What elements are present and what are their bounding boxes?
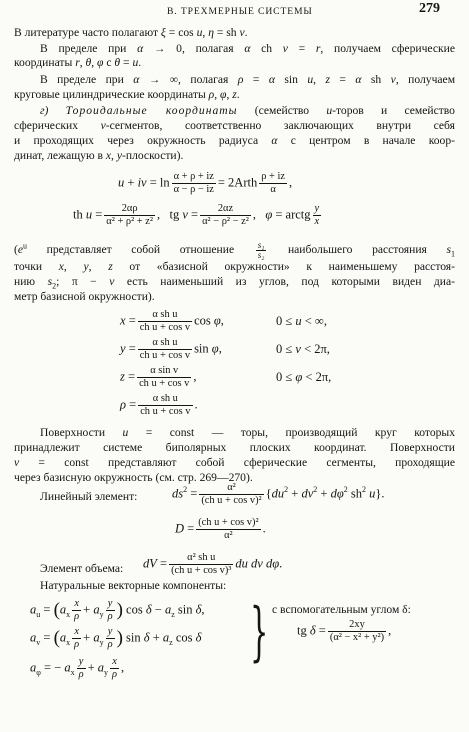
equation-rho: ρ = $\frac{\text{α sh u}}{\text{ch u + cos v}}$ . <box>120 393 198 417</box>
fraction: $\frac{\text{α sh u}}{\text{ch u + cos v}}$ <box>139 309 191 333</box>
equation-volume-element: dV = $\frac{\text{α² sh u}}{\text{(ch u + cos v)³}}$ du dv dφ. <box>143 552 283 576</box>
paragraph-line: В пределе при α → ∞, полагая ρ = α sin u, z = α sh v, получаем <box>40 73 456 86</box>
fraction: $\frac{\text{α²}}{\text{(ch u + cos v)²}}$ <box>201 482 262 506</box>
paragraph-line: метр базисной окружности). <box>14 290 155 303</box>
equation-toroidal-complex: u + iv = ln $\frac{\alpha + \rho + iz}{\alpha - \rho - iz}$ = 2Arth $\frac{\rho + iz}{\alpha}$ , <box>118 171 293 195</box>
equation-th-tg: th u = $\frac{2\alpha\rho}{\text{α² + ρ² + z²}}$ , tg v = $\frac{2\alpha z}{\text{α² − ρ² − z²}}$ , φ = arctg $\frac{y}{x}$ <box>73 203 320 227</box>
paragraph-line: принадлежит системе биполярных плоских координат. Поверхности <box>14 441 455 454</box>
equation-y-range: 0 ≤ v < 2π, <box>276 342 330 356</box>
fraction: $\frac{y}{\rho}$ <box>78 656 84 680</box>
paragraph-line: и проходящих через окружность радиуса α с центром в начале коор- <box>14 134 455 147</box>
fraction: $\frac{2xy}{\text{(α² − x² + y²)}}$ <box>329 619 385 643</box>
paragraph-line: координаты r, θ, φ с θ = u. <box>14 56 142 69</box>
equation-a-v: $a_v = (a_x$ $\frac{x}{\rho}$ + $a_y$ $\frac{y}{\rho}$ ) $\sin \delta + a_z$ cos δ <box>30 626 202 650</box>
equation-D: D = $\frac{\text{(ch u + cos v)²}}{\text{α²}}$ . <box>175 517 266 541</box>
paragraph-line: Поверхности u = const — торы, производящий круг которых <box>40 426 455 439</box>
paragraph-line: В литературе часто полагают ξ = cos u, η = sh v. <box>14 26 248 39</box>
fraction: $\frac{\text{α sin v}}{\text{ch u + cos v}}$ <box>139 365 190 389</box>
equation-a-phi: $a_\varphi$ = − $a_x$ $\frac{y}{\rho}$ + $a_y$ $\frac{x}{\rho}$ , <box>30 656 125 680</box>
paragraph-line: через базисную окружность (см. стр. 269—270). <box>14 471 253 484</box>
fraction: $\frac{\text{α sh u}}{\text{ch u + cos v}}$ <box>140 393 191 417</box>
equation-a-u: $a_u = (a_x$ $\frac{x}{\rho}$ + $a_y$ $\frac{y}{\rho}$ ) $\cos \delta - a_z$ sin δ, <box>30 598 205 622</box>
paragraph-line: сферических v-сегментов, соответственно заключающих внутри себя <box>14 119 455 132</box>
fraction: $\frac{\text{s₁}}{\text{s₂}}$ <box>257 240 265 260</box>
aux-angle-label: с вспомогательным углом δ: <box>272 603 411 616</box>
equation-tg-delta: tg δ = $\frac{2xy}{\text{(α² − x² + y²)}}$ , <box>297 619 392 643</box>
fraction: $\frac{y}{\rho}$ <box>107 626 113 650</box>
page-number: 279 <box>419 1 440 16</box>
fraction: $\frac{\text{α² sh u}}{\text{(ch u + cos v)³}}$ <box>171 552 232 576</box>
paragraph-line: В пределе при α → 0, полагая α ch v = r, получаем сферические <box>40 42 455 55</box>
running-header: В. ТРЕХМЕРНЫЕ СИСТЕМЫ <box>167 6 313 17</box>
fraction: $\frac{\text{α sh u}}{\text{ch u + cos v}}$ <box>139 337 191 361</box>
paragraph-line: ($e^u$ представляет собой отношение $\frac{\text{s₁}}{\text{s₂}}$ наибольшего расстояния $s_1$ <box>14 240 455 260</box>
fraction: $\frac{2\alpha z}{\text{α² − ρ² − z²}}$ <box>202 203 249 227</box>
equation-line-element: $ds^2$ = $\frac{\text{α²}}{\text{(ch u + cos v)²}}$ {$du^2 + dv^2 + d\varphi^2$ $sh^2$ u}. <box>172 482 385 506</box>
fraction: $\frac{x}{\rho}$ <box>112 656 118 680</box>
paragraph-line: г) Тороидальные координаты (семейство u-торов и семейство <box>40 104 455 117</box>
equation-z-range: 0 ≤ φ < 2π, <box>276 370 332 384</box>
equation-y: y = $\frac{\text{α sh u}}{\text{ch u + cos v}}$ sin φ, <box>120 337 222 361</box>
equation-x: x = $\frac{\text{α sh u}}{\text{ch u + cos v}}$ cos φ, <box>120 309 224 333</box>
vector-components-label: Натуральные векторные компоненты: <box>40 579 227 592</box>
fraction: $\frac{\rho + iz}{\alpha}$ <box>261 171 285 195</box>
equation-x-range: 0 ≤ u < ∞, <box>276 314 327 328</box>
paragraph-line: круговые цилиндрические координаты ρ, φ, z. <box>14 88 240 101</box>
section-title: Тороидальные координаты <box>65 104 238 117</box>
paragraph-line: точки x, y, z от «базисной окружности» к наименьшему расстоя- <box>14 260 456 273</box>
fraction: $\frac{y}{x}$ <box>314 203 320 227</box>
volume-element-label: Элемент объема: <box>40 562 124 575</box>
fraction: $\frac{x}{\rho}$ <box>74 598 80 622</box>
fraction: $\frac{\alpha + \rho + iz}{\alpha - \rho - iz}$ <box>173 171 214 195</box>
paragraph-line: динат, лежащую в x, y-плоскости). <box>14 149 184 162</box>
fraction: $\frac{x}{\rho}$ <box>74 626 80 650</box>
line-element-label: Линейный элемент: <box>40 490 138 503</box>
fraction: $\frac{2\alpha\rho}{\text{α² + ρ² + z²}}$ <box>106 203 153 227</box>
right-brace: } <box>250 595 269 669</box>
paragraph-line: v = const представляют собой сферические сегменты, проходящие <box>14 456 455 469</box>
fraction: $\frac{\text{(ch u + cos v)²}}{\text{α²}}$ <box>198 517 259 541</box>
fraction: $\frac{y}{\rho}$ <box>107 598 113 622</box>
equation-z: z = $\frac{\text{α sin v}}{\text{ch u + cos v}}$ , <box>120 365 197 389</box>
paragraph-line: нию $s_2$; π − v есть наименьший из углов, под которыми виден диа- <box>14 275 456 291</box>
